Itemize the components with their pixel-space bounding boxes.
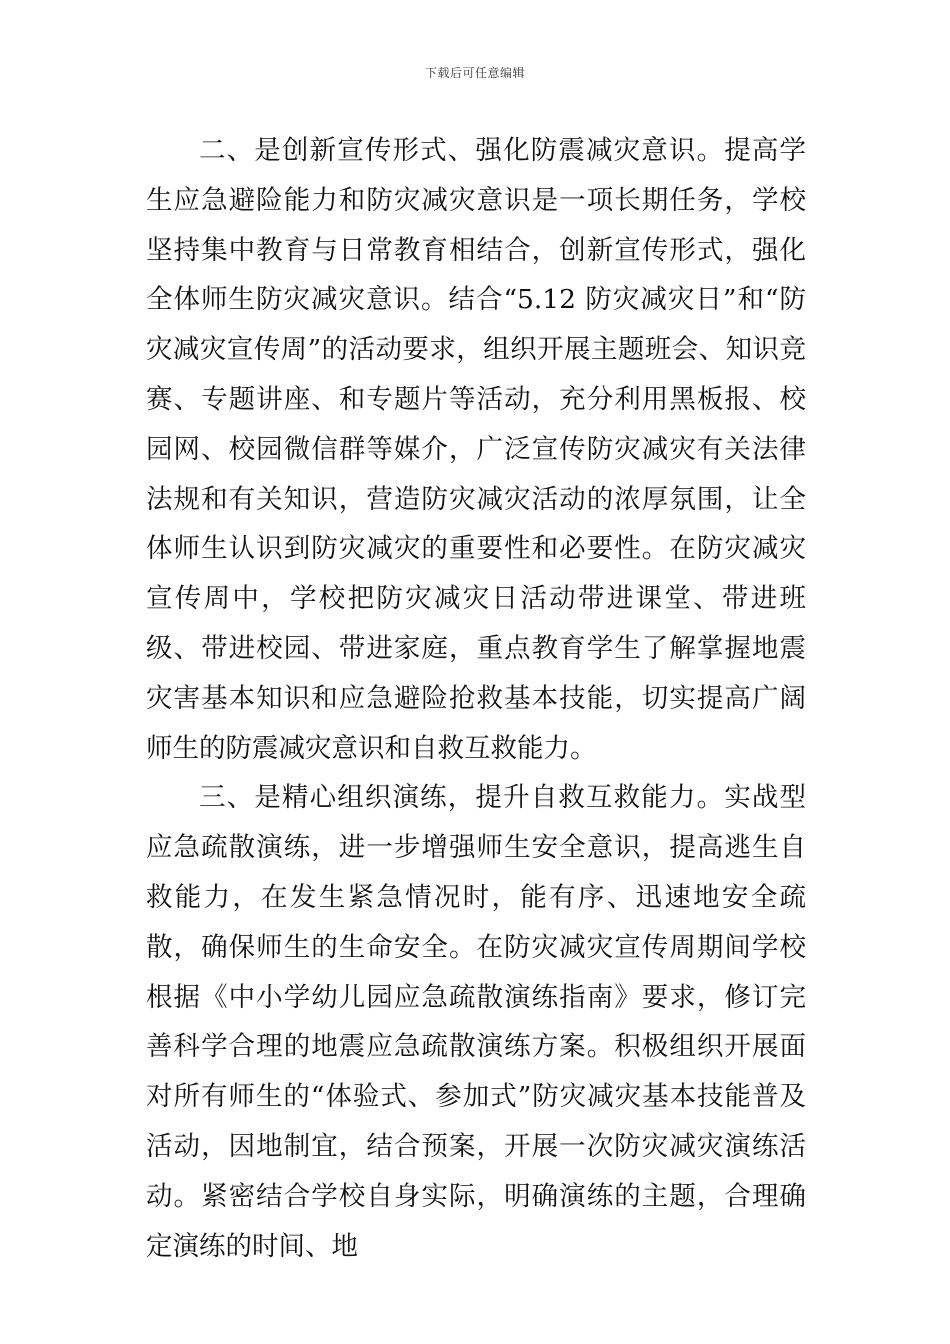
page-header-note: 下载后可任意编辑 (424, 66, 525, 80)
document-body (146, 126, 806, 1271)
paragraph-publicity: 二、是创新宣传形式、强化防震减灾意识。提高学生应急避险能力和防灾减灾意识是一项长期任务，学校坚持集中教育与日常教育相结合，创新宣传形式，强化全体师生防灾减灾意识。结合“5.12 防灾减灾日”和“防灾减灾宣传周”的活动要求，组织开展主题班会、知识竞赛、专题讲座、和专题片等活动，充分利用黑板报、校园网、校园微信群等媒介，广泛宣传防灾减灾有关法律法规和有关知识，营造防灾减灾活动的浓厚氛围，让全体师生认识到防灾减灾的重要性和必要性。在防灾减灾宣传周中，学校把防灾减灾日活动带进课堂、带进班级、带进校园、带进家庭，重点教育学生了解掌握地震灾害基本知识和应急避险抢救基本技能，切实提高广阔师生的防震减灾意识和自救互救能力。 (146, 135, 806, 764)
paragraph-drill: 三、是精心组织演练，提升自救互救能力。实战型应急疏散演练，进一步增强师生安全意识，提高逃生自救能力，在发生紧急情况时，能有序、迅速地安全疏散，确保师生的生命安全。在防灾减灾宣传周期间学校根据《中小学幼儿园应急疏散演练指南》要求，修订完善科学合理的地震应急疏散演练方案。积极组织开展面对所有师生的“体验式、参加式”防灾减灾基本技能普及活动，因地制宜，结合预案，开展一次防灾减灾演练活动。紧密结合学校自身实际，明确演练的主题，合理确定演练的时间、地 (146, 782, 806, 1262)
